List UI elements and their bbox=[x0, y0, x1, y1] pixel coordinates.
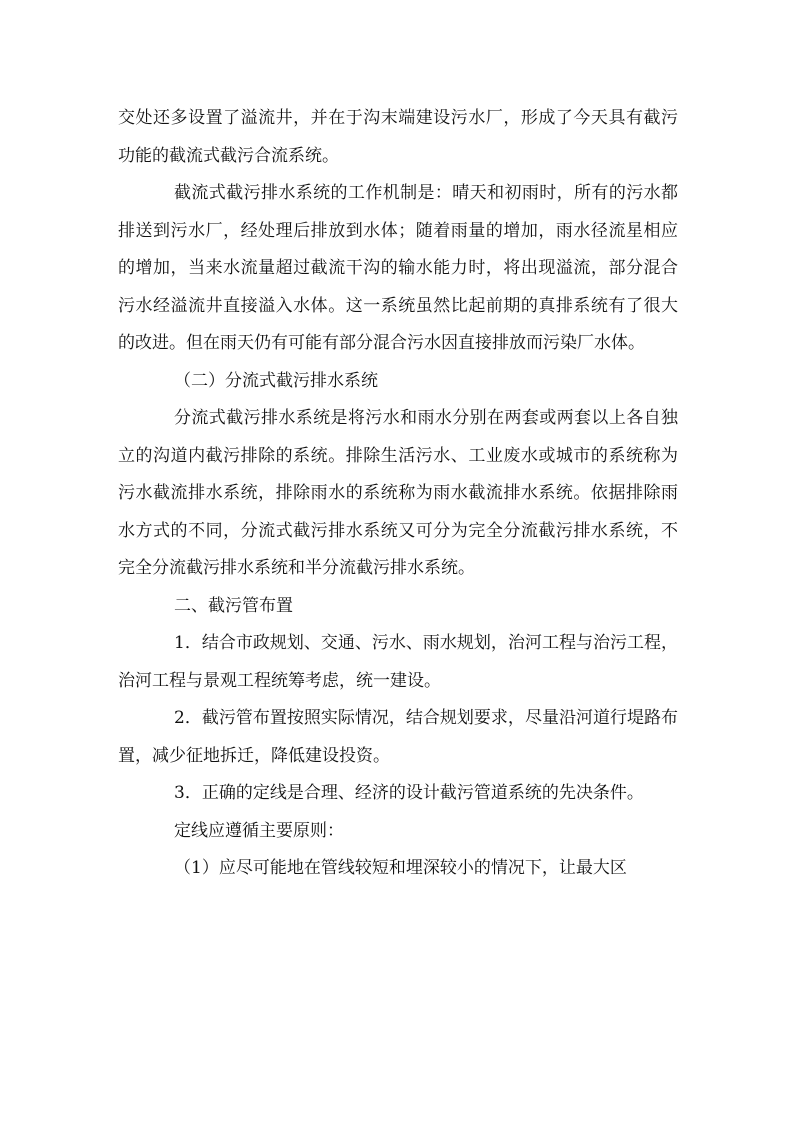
principle-item-1: （1）应尽可能地在管线较短和埋深较小的情况下，让最大区 bbox=[174, 858, 627, 878]
section-heading-separate-system: （二）分流式截污排水系统 bbox=[174, 370, 378, 391]
paragraph-intercepting-mechanism: 截流式截污排水系统的工作机制是：晴天和初雨时，所有的污水都排送到污水厂，经处理后排放到水体；随着雨量的增加，雨水径流星相应的增加，当来水流量超过截流干沟的输水能力时，将出现溢流，部分混合污水经溢流井直接溢入水体。这一系统虽然比起前期的真排系统有了很大的改进。但在雨天仍有可能有部分混合污水因直接排放而污染厂水体。 bbox=[118, 183, 678, 353]
section-heading-pipe-layout: 二、截污管布置 bbox=[174, 595, 293, 616]
list-item-3: 3．正确的定线是合理、经济的设计截污管道系统的先决条件。 bbox=[174, 783, 644, 803]
list-item-2: 2．截污管布置按照实际情况，结合规划要求，尽量沿河道行堤路布置，减少征地拆迁，降低建设投资。 bbox=[118, 708, 678, 766]
list-item-1: 1．结合市政规划、交通、污水、雨水规划，治河工程与治污工程，治河工程与景观工程统筹考虑，统一建设。 bbox=[118, 633, 678, 691]
paragraph-separate-system: 分流式截污排水系统是将污水和雨水分别在两套或两套以上各自独立的沟道内截污排除的系统。排除生活污水、工业废水或城市的系统称为污水截流排水系统，排除雨水的系统称为雨水截流排水系统。依据排除雨水方式的不同，分流式截污排水系统又可分为完全分流截污排水系统，不完全分流截污排水系统和半分流截污排水系统。 bbox=[118, 408, 678, 578]
document-body bbox=[118, 100, 678, 888]
principles-intro: 定线应遵循主要原则： bbox=[174, 820, 344, 841]
paragraph-continuation: 交处还多设置了溢流井，并在于沟末端建设污水厂，形成了今天具有截污功能的截流式截污合流系统。 bbox=[118, 108, 678, 166]
